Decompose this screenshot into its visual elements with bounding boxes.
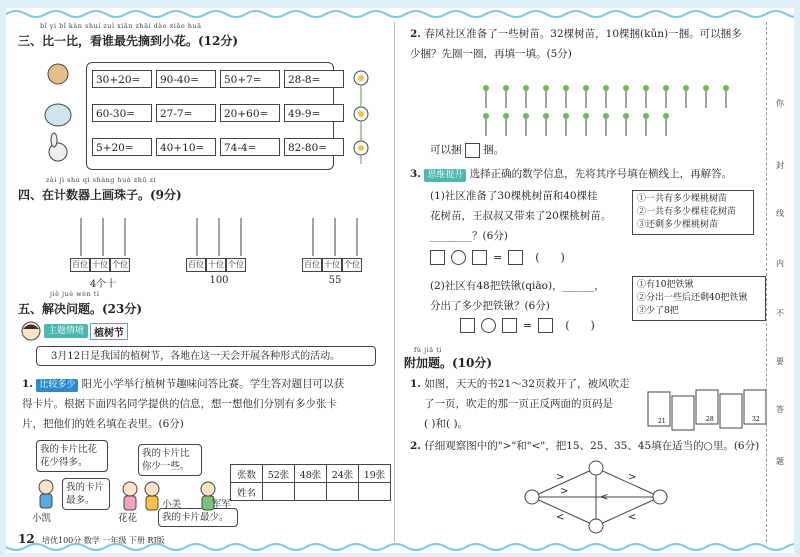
calc-box[interactable]: 40+10= [156,138,216,156]
comparison-sign: > [556,472,565,483]
side-char: 线 [776,209,784,218]
answer-box[interactable] [502,318,517,333]
b2-block [410,436,780,456]
abacus-2 [186,216,252,286]
student-name: 花花 [118,513,138,524]
place-label: 个位 [342,258,362,272]
calc-box[interactable]: 50+7= [220,70,280,88]
answer-circle[interactable] [589,519,603,533]
page-number: 12 [18,532,35,546]
q3-p2-line1: (2)社区有48把铁锹(qiāo)，______， [430,280,605,292]
table-header: 张数 [231,465,263,483]
section4-pinyin: zài jì shù qì shàng huà zhū zi [46,176,157,184]
b2-line: 仔细观察图中的">"和"<"，把15、25、35、45填在适当的○里。(6分) [424,440,760,452]
calc-box[interactable]: 28-8= [284,70,344,88]
side-char: 题 [776,457,784,466]
calc-box[interactable]: 60-30= [92,104,152,122]
table-header: 姓名 [231,483,263,501]
calc-box[interactable]: 27-7= [156,104,216,122]
comparison-sign: > [628,472,637,483]
theme-banner [20,320,128,342]
calc-box[interactable]: 82-80= [284,138,344,156]
section5-title: 五、解决问题。(23分) [18,302,143,316]
side-char: 要 [776,357,784,366]
place-label: 百位 [186,258,206,272]
abacus-caption: 55 [328,275,342,286]
answer-circle[interactable] [653,490,667,504]
binding-line [766,22,767,542]
side-char: 你 [776,99,784,108]
table-cell: 52张 [263,465,295,483]
saplings-illustration [476,78,736,138]
answer-box[interactable] [508,250,523,265]
table-cell: 48张 [295,465,327,483]
section4-title: 四、在计数器上画珠子。(9分) [18,188,182,202]
kid-figure-icon [140,480,164,512]
b1-block [410,374,650,434]
place-label: 十位 [322,258,342,272]
option-item: ②分出一些后还剩40把铁锹 [637,293,748,303]
option-item: ③少了8把 [637,306,679,316]
student-avatar-icon [20,320,42,342]
comparison-sign: > [560,486,569,497]
operator-circle[interactable] [481,318,496,333]
option-item: ③还剩多少棵桃树苗 [637,220,719,230]
place-label: 百位 [70,258,90,272]
theme-name: 植树节 [90,323,128,340]
bonus-pinyin: fù jiā tí [414,346,442,354]
option-item: ①有10把铁锹 [637,280,694,290]
option-item: ②一共有多少棵桂花树苗 [637,207,737,217]
b1-line2: 了一页，吹走的那一页正反两面的页码是 [424,398,613,410]
section5-pinyin: jiě jué wèn tí [50,290,100,298]
name-answer-cell[interactable] [263,483,295,501]
q1-block [22,374,384,434]
kid-figure-icon [118,480,142,512]
calc-box[interactable]: 30+20= [92,70,152,88]
side-char: 内 [776,259,784,268]
answer-box[interactable] [460,318,475,333]
bonus-title: 附加题。(10分) [404,356,493,370]
table-cell: 24张 [327,465,359,483]
theme-label: 主题情境 [44,324,88,338]
q2-answer [430,140,504,160]
side-char: 封 [776,161,784,170]
q3-p1-line2: 花树苗，王叔叔又带来了20棵桃树苗。 [430,210,612,222]
calc-box[interactable]: 90-40= [156,70,216,88]
name-answer-cell[interactable] [359,483,391,501]
calc-box[interactable]: 5+20= [92,138,152,156]
side-char: 答 [776,405,784,414]
abacus-caption: 4个十 [89,279,117,290]
abacus-3 [302,216,368,286]
q3-part1 [430,186,630,246]
b1-line3: ( )和( )。 [424,418,469,430]
q3-p1-options [632,190,754,235]
q3-p1-line1: (1)社区准备了30棵桃树苗和40棵桂 [430,190,598,202]
q2-number: 2. [410,28,421,40]
kid-figure-icon [34,478,58,510]
q3-part2 [430,276,630,316]
answer-circle[interactable] [589,461,603,475]
answer-box[interactable] [465,143,480,158]
name-answer-cell[interactable] [327,483,359,501]
table-cell: 19张 [359,465,391,483]
q2-line2: 少捆？先圈一圈，再填一填。(5分) [410,48,572,60]
q1-text-line1: 阳光小学举行植树节趣味问答比赛。学生答对题目可以获 [81,378,345,390]
q3-p2-equation: = ( ) [460,318,595,333]
student-name: 军军 [212,499,232,510]
answer-circle[interactable] [525,490,539,504]
q3-p2-options [632,276,766,321]
answer-box[interactable] [472,250,487,265]
calc-row-1 [92,70,344,88]
q2-answer-pre: 可以捆 [430,144,462,156]
section3-pinyin: bǐ yi bǐ kàn shuí zuì xiān zhāi dào xiǎo huā [40,22,202,30]
calc-box[interactable]: 20+60= [220,104,280,122]
footer-text: 培优100分 数学 一年级 下册 RJ版 [42,536,165,545]
book-page-number: 28 [706,416,714,423]
q1-text-line3: 片，把他们的姓名填在表里。(6分) [22,418,184,430]
q1-number: 1. [22,378,33,390]
place-label: 百位 [302,258,322,272]
bottom-wave-border [6,543,794,553]
speech-bubble: 我的卡片最少。 [158,508,238,527]
q3-p1-equation: = ( ) [430,250,565,265]
q2-answer-post: 捆。 [483,144,505,156]
q3-header [410,164,760,184]
place-label: 个位 [226,258,246,272]
student-name: 小美 [162,499,182,510]
place-label: 十位 [206,258,226,272]
animal-mascots-icon [38,60,78,170]
page-divider [394,22,395,542]
book-page-number: 21 [658,418,666,425]
flower-icon [346,66,376,166]
q3-p1-line3: ________？(6分) [430,230,508,242]
calc-box[interactable]: 74-4= [220,138,280,156]
workbook-page [6,8,794,553]
q3-p2-line2: 分出了多少把铁锹？(6分) [430,300,550,312]
b1-line1: 如图，天天的书21～32页救开了，被风吹走 [424,378,630,390]
book-page-number: 32 [752,416,760,423]
place-label: 个位 [110,258,130,272]
inequality-diagram [516,460,676,534]
side-char: 不 [776,309,784,318]
calc-row-2 [92,104,344,122]
top-wave-border [6,8,794,18]
speech-bubble: 我的卡片比花花少得多。 [36,440,108,472]
answer-box[interactable] [538,318,553,333]
q3-badge: 思维提升 [424,169,466,182]
q3-text: 选择正确的数学信息，先将其序号填在横线上，再解答。 [469,168,733,180]
comparison-sign: < [628,512,637,523]
theme-intro: 3月12日是我国的植树节，各地在这一天会开展各种形式的活动。 [36,346,376,366]
speech-bubble: 我的卡片最多。 [62,478,110,510]
section3-title: 三、比一比，看谁最先摘到小花。(12分) [18,34,239,48]
comparison-sign: < [556,512,565,523]
calc-box[interactable]: 49-9= [284,104,344,122]
q1-text-line2: 得卡片。根据下面四名同学提供的信息，想一想他们分别有多少张卡 [22,398,337,410]
place-label: 十位 [90,258,110,272]
option-item: ①一共有多少棵桃树苗 [637,194,728,204]
q2-block [410,24,760,64]
operator-circle[interactable] [451,250,466,265]
q1-badge: 比较多少 [36,379,78,392]
speech-bubble: 我的卡片比你少一些。 [138,444,202,476]
abacus-1 [70,216,136,290]
q3-number: 3. [410,168,421,180]
open-book-icon [646,386,772,436]
b2-number: 2. [410,440,421,452]
b1-number: 1. [410,378,421,390]
answer-box[interactable] [430,250,445,265]
cards-table [230,464,391,501]
q2-line1: 春风社区准备了一些树苗。32棵树苗，10棵捆(kǔn)一捆。可以捆多 [424,28,742,40]
calc-row-3 [92,138,344,156]
student-name: 小凯 [32,513,52,524]
abacus-caption: 100 [209,275,229,286]
name-answer-cell[interactable] [295,483,327,501]
comparison-sign: < [600,492,609,503]
